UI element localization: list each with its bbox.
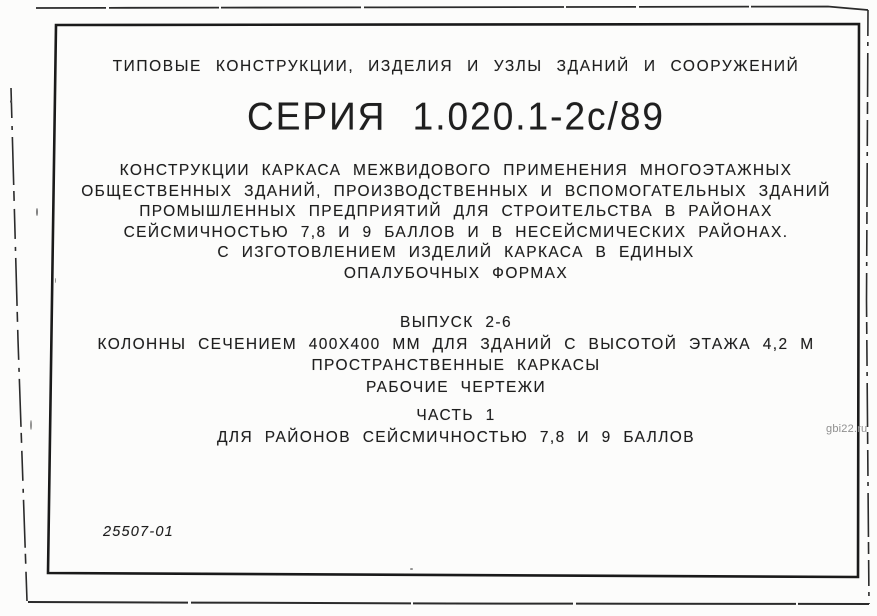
scan-speck (55, 278, 56, 283)
outer-border-right (867, 10, 870, 604)
document-category-line: ТИПОВЫЕ КОНСТРУКЦИИ, ИЗДЕЛИЯ И УЗЛЫ ЗДАНИЙ И СООРУЖЕНИЙ (112, 58, 800, 75)
outer-border-left (11, 88, 27, 601)
scan-speck (410, 568, 413, 570)
description-line: ОБЩЕСТВЕННЫХ ЗДАНИЙ, ПРОИЗВОДСТВЕННЫХ И ВСПОМОГАТЕЛЬНЫХ ЗДАНИЙ (81, 182, 831, 200)
issue-line: РАБОЧИЕ ЧЕРТЕЖИ (365, 378, 547, 396)
part-label: ЧАСТЬ 1 (416, 407, 496, 424)
issue-line: КОЛОННЫ СЕЧЕНИЕМ 400Х400 ММ ДЛЯ ЗДАНИЙ С ВЫСОТОЙ ЭТАЖА 4,2 М (97, 335, 815, 353)
scan-speck (30, 420, 32, 430)
description-line: С ИЗГОТОВЛЕНИЕМ ИЗДЕЛИЙ КАРКАСА В ЕДИНЫХ (217, 244, 695, 261)
issue-label: ВЫПУСК 2-6 (400, 314, 512, 331)
issue-line: ПРОСТРАНСТВЕННЫЕ КАРКАСЫ (311, 357, 601, 374)
description-line: ПРОМЫШЛЕННЫХ ПРЕДПРИЯТИЙ ДЛЯ СТРОИТЕЛЬСТВА В РАЙОНАХ (139, 203, 773, 220)
outer-border-top (36, 7, 868, 11)
part-block (50, 405, 862, 448)
description-block (50, 161, 862, 284)
description-line: СЕЙСМИЧНОСТЬЮ 7,8 И 9 БАЛЛОВ И В НЕСЕЙСМИЧЕСКИХ РАЙОНАХ. (123, 223, 789, 241)
scan-speck (10, 100, 12, 103)
series-title: СЕРИЯ 1.020.1-2с/89 (247, 95, 665, 138)
part-line: ДЛЯ РАЙОНОВ СЕЙСМИЧНОСТЬЮ 7,8 И 9 БАЛЛОВ (217, 428, 695, 446)
document-number: 25507-01 (103, 524, 174, 540)
site-watermark: gbi22.ru (826, 423, 868, 435)
description-line: ОПАЛУБОЧНЫХ ФОРМАХ (343, 264, 569, 282)
scan-speck (36, 208, 38, 216)
outer-border-bottom (28, 602, 869, 604)
description-line: КОНСТРУКЦИИ КАРКАСА МЕЖВИДОВОГО ПРИМЕНЕНИЯ МНОГОЭТАЖНЫХ (119, 162, 793, 179)
issue-block (50, 312, 862, 398)
